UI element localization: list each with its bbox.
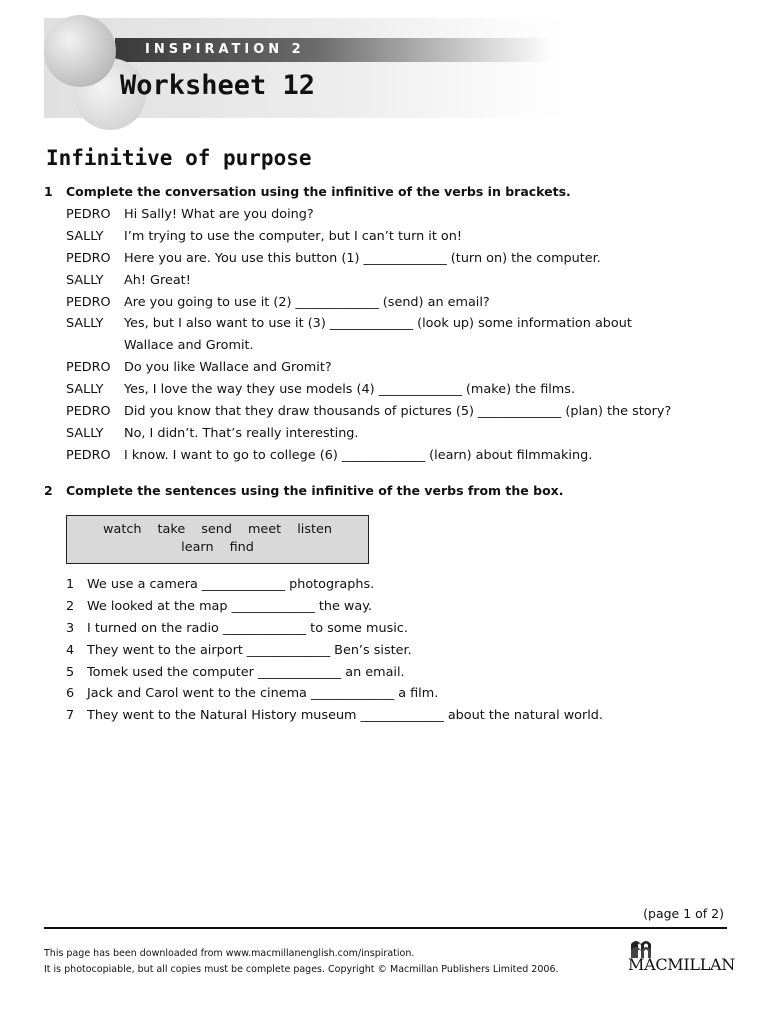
sentence-text: They went to the Natural History museum _____________ about the natural world.	[87, 708, 603, 724]
sentence-item	[66, 596, 603, 618]
instruction-text: Complete the conversation using the infinitive of the verbs in brackets.	[66, 184, 571, 199]
exercise2-instruction	[44, 483, 563, 498]
speaker: SALLY	[66, 316, 104, 332]
word: learn	[181, 540, 214, 555]
line-text: Are you going to use it (2) _____________ (send) an email?	[124, 294, 490, 310]
word-box-row	[67, 521, 368, 539]
sentence-item	[66, 640, 603, 662]
sentence-list	[66, 574, 603, 727]
dialogue-line	[66, 313, 671, 335]
sentence-text: We use a camera _____________ photographs.	[87, 577, 375, 592]
sentence-item	[66, 705, 603, 727]
exercise-number: 2	[44, 483, 53, 498]
speaker: PEDRO	[66, 294, 111, 310]
page-indicator: (page 1 of 2)	[643, 906, 724, 921]
dialogue-line	[66, 401, 671, 423]
sentence-number: 1	[66, 577, 75, 592]
sentence-number: 6	[66, 686, 75, 702]
sentence-text: They went to the airport _____________ Ben’s sister.	[87, 642, 412, 658]
word: send	[201, 522, 232, 537]
word: watch	[103, 522, 142, 537]
sentence-number: 7	[66, 708, 75, 724]
exercise-number: 1	[44, 184, 53, 199]
speaker: SALLY	[66, 272, 104, 288]
sentence-text: Tomek used the computer _____________ an email.	[87, 664, 405, 680]
dialogue-line	[66, 357, 671, 379]
line-text: Yes, I love the way they use models (4) _____________ (make) the films.	[124, 382, 576, 398]
dialogue-line	[66, 248, 671, 270]
sentence-item	[66, 574, 603, 596]
sentence-number: 5	[66, 664, 75, 680]
dialogue-line	[66, 379, 671, 401]
line-text: Here you are. You use this button (1) _____________ (turn on) the computer.	[124, 250, 601, 266]
footer-download-note: This page has been downloaded from www.macmillanenglish.com/inspiration.	[44, 948, 415, 959]
exercise1-instruction	[44, 184, 571, 199]
speaker: PEDRO	[66, 250, 111, 266]
sentence-number: 3	[66, 620, 75, 636]
instruction-text: Complete the sentences using the infinitive of the verbs from the box.	[66, 483, 564, 498]
word: take	[157, 522, 186, 537]
header-circle-decoration	[44, 15, 116, 87]
speaker	[66, 335, 124, 357]
speaker: SALLY	[66, 228, 104, 244]
footer-copyright: It is photocopiable, but all copies must be complete pages. Copyright © Macmillan Publishers Limited 2006.	[44, 964, 559, 975]
line-text: Yes, but I also want to use it (3) _____________ (look up) some information about	[124, 316, 632, 332]
word-box	[66, 515, 369, 564]
speaker: PEDRO	[66, 447, 111, 463]
sentence-number: 4	[66, 642, 75, 658]
dialogue-line	[66, 204, 671, 226]
word: listen	[297, 522, 332, 537]
sentence-number: 2	[66, 598, 75, 614]
sentence-text: I turned on the radio _____________ to some music.	[87, 620, 408, 636]
sentence-text: Jack and Carol went to the cinema _____________ a film.	[87, 686, 439, 702]
dialogue-line	[66, 226, 671, 248]
footer-divider	[44, 927, 727, 929]
speaker: SALLY	[66, 382, 104, 398]
line-text: Wallace and Gromit.	[124, 338, 254, 354]
line-text: Hi Sally! What are you doing?	[124, 207, 314, 222]
macmillan-logo-text: MACMILLAN	[628, 955, 735, 974]
speaker: SALLY	[66, 425, 104, 441]
speaker: PEDRO	[66, 404, 111, 420]
sentence-item	[66, 683, 603, 705]
worksheet-title: Worksheet 12	[120, 70, 316, 101]
line-text: Ah! Great!	[124, 272, 191, 288]
dialogue-line	[66, 292, 671, 314]
series-title: INSPIRATION 2	[145, 42, 305, 57]
word-box-row	[67, 539, 368, 557]
speaker: PEDRO	[66, 207, 111, 222]
word: meet	[247, 522, 282, 537]
sentence-item	[66, 618, 603, 640]
dialogue-line	[66, 445, 671, 467]
dialogue-line	[66, 270, 671, 292]
word: find	[229, 540, 254, 555]
sentence-text: We looked at the map _____________ the way.	[87, 598, 373, 614]
dialogue	[66, 204, 671, 467]
sentence-item	[66, 662, 603, 684]
line-text: No, I didn’t. That’s really interesting.	[124, 425, 359, 441]
line-text: I know. I want to go to college (6) _____________ (learn) about filmmaking.	[124, 447, 593, 463]
line-text: Did you know that they draw thousands of pictures (5) _____________ (plan) the story?	[124, 404, 672, 420]
line-text: Do you like Wallace and Gromit?	[124, 360, 332, 376]
section-title: Infinitive of purpose	[46, 146, 312, 170]
line-text: I’m trying to use the computer, but I can’t turn it on!	[124, 228, 462, 244]
speaker: PEDRO	[66, 360, 111, 376]
dialogue-line	[66, 335, 671, 357]
dialogue-line	[66, 423, 671, 445]
